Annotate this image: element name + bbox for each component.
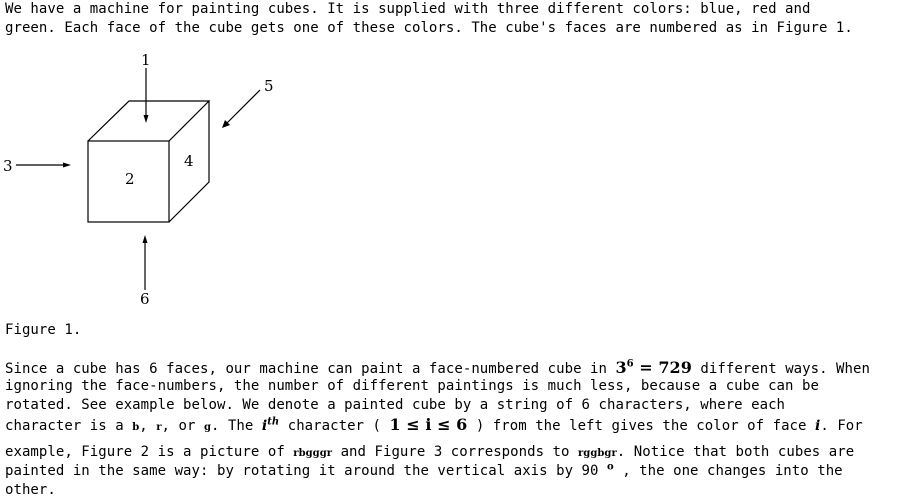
arrowhead-3 xyxy=(63,163,71,168)
para2-line-6: painted in the same way: by rotating it around the vertical axis by 90 $^o$ , the one changes into the xyxy=(5,461,843,479)
para2-line-7: other. xyxy=(5,482,56,498)
intro-line-1: We have a machine for painting cubes. It is supplied with three different colors: blue, red and xyxy=(5,1,811,17)
face-label-5: 5 xyxy=(264,77,274,95)
para2-line-3: rotated. See example below. We denote a painted cube by a string of 6 characters, where each xyxy=(5,397,786,413)
intro-line-2: green. Each face of the cube gets one of these colors. The cube's faces are numbered as in Figure 1. xyxy=(5,20,853,36)
para2-line-1: Since a cube has 6 faces, our machine can paint a face-numbered cube in $3^6 = 729$ different ways. When xyxy=(5,358,870,377)
figure-1-caption: Figure 1. xyxy=(5,322,82,338)
arrow-5 xyxy=(226,90,260,124)
face-label-3: 3 xyxy=(3,157,13,175)
para2-line-2: ignoring the face-numbers, the number of different paintings is much less, because a cube can be xyxy=(5,378,819,394)
face-label-4: 4 xyxy=(184,152,194,170)
face-label-1: 1 xyxy=(141,51,151,69)
para2-line-5: example, Figure 2 is a picture of rbgggr and Figure 3 corresponds to rggbgr. Notice that both cubes are xyxy=(5,444,855,460)
face-label-2: 2 xyxy=(125,170,135,188)
face-label-6: 6 xyxy=(140,290,150,308)
para2-line-4: character is a b, r, or g. The $i^{th}$ character ( 1 ≤ i ≤ 6 ) from the left gives the color of face i. For xyxy=(5,415,863,434)
arrowhead-1 xyxy=(144,115,149,123)
cube-top-face xyxy=(88,101,209,141)
arrowhead-6 xyxy=(143,235,148,243)
